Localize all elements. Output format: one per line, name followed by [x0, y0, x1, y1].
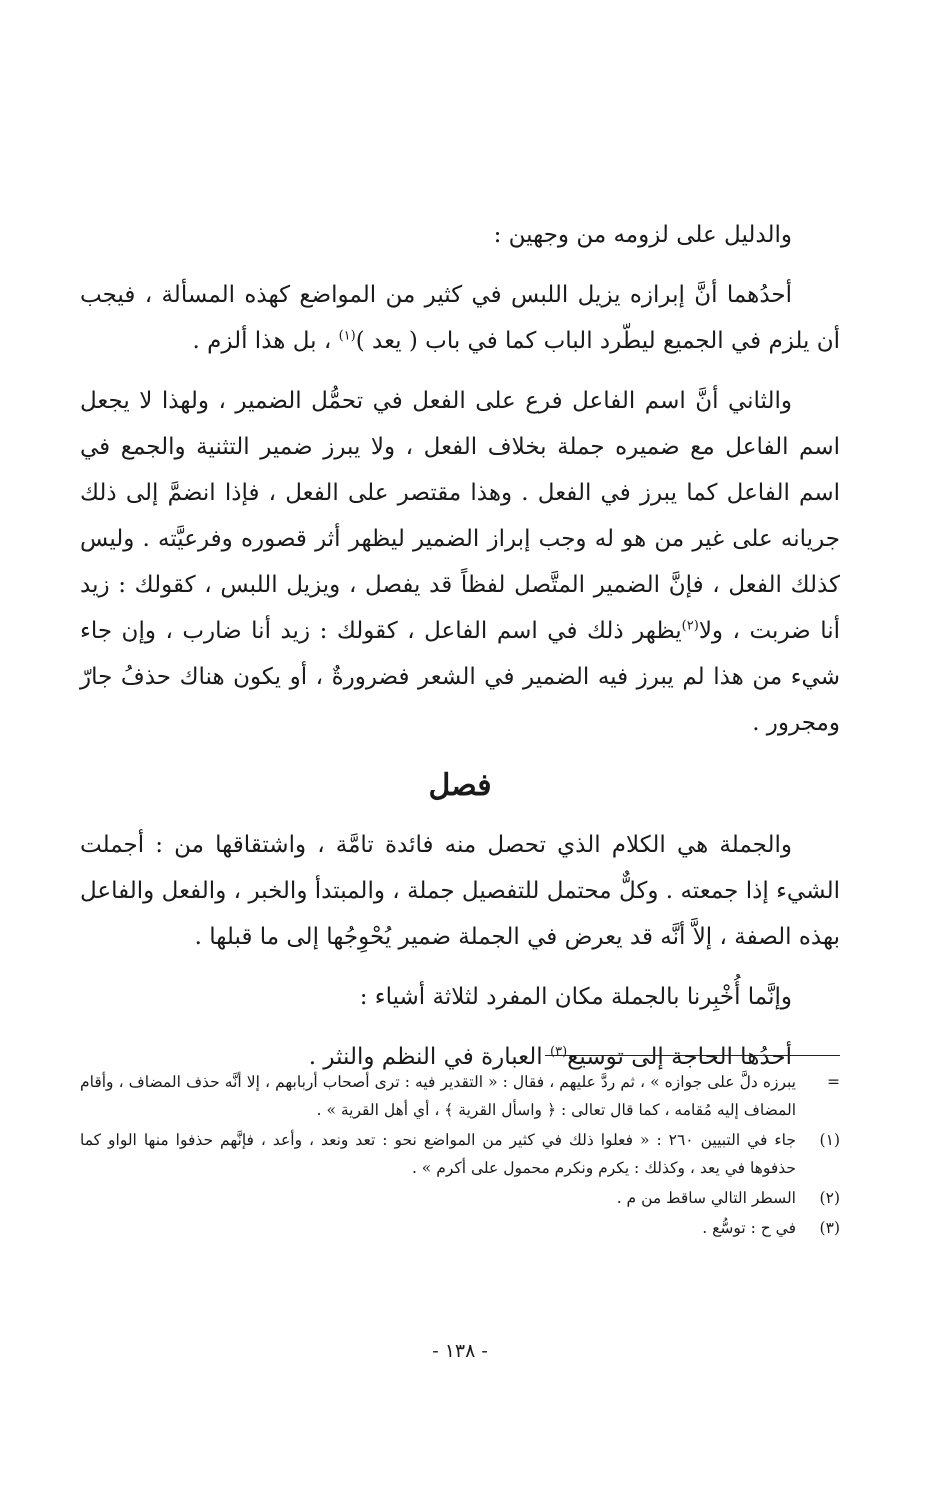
paragraph-text: وإنَّما أُخْبِرنا بالجملة مكان المفرد لثلاثة أشياء :: [359, 984, 792, 1010]
footnotes: [80, 1068, 840, 1242]
footnote: [80, 1126, 840, 1182]
document-page: [80, 0, 840, 1494]
paragraph-text: يظهر ذلك في اسم الفاعل ، كقولك : زيد أنا ضارب ، وإن جاء شيء من هذا لم يبرز فيه الضمير في الشعر فضرورةٌ ، أو يكون هناك حذفُ جارّ ومجرور .: [80, 618, 840, 736]
footnote-number: (٢): [819, 1189, 840, 1207]
footnote-text: جاء في التبيين ٢٦٠ : « فعلوا ذلك في كثير من المواضع نحو : تعد ونعد ، وأعد ، فإنَّهم حذفوا منها الواو كما حذفوها في يعد ، وكذلك : يكرم ونكرم محمول على أكرم » .: [80, 1131, 796, 1177]
paragraph-text: أحدُها الحاجة إلى توسيع: [567, 1044, 792, 1070]
paragraph: [80, 212, 840, 258]
footnote-ref: (٣): [550, 1044, 568, 1060]
paragraph-text: والثاني أنَّ اسم الفاعل فرع على الفعل في تحمُّل الضمير ، ولهذا لا يجعل اسم الفاعل مع ضميره جملة بخلاف الفعل ، ولا يبرز ضمير التثنية والجمع في اسم الفاعل كما يبرز في الفعل . وهذا مقتصر على الفعل ، فإذا انضمَّ إلى ذلك جريانه على غير من هو له وجب إبراز الضمير ليظهر أثر قصوره وفرعيَّته . وليس كذلك الفعل ، فإنَّ الضمير المتَّصل لفظاً قد يفصل ، ويزيل اللبس ، كقولك : زيد أنا ضربت ، ولا: [80, 388, 840, 644]
footnote-number: (٣): [819, 1219, 840, 1237]
footnote-separator: [545, 1055, 840, 1056]
footnote-text: السطر التالي ساقط من م .: [616, 1189, 796, 1207]
paragraph-text: ، بل هذا ألزم .: [192, 328, 332, 354]
footnote-text: يبرزه دلَّ على جوازه » ، ثم ردَّ عليهم ، فقال : « التقدير فيه : ترى أصحاب أربابهم ، إلا أنَّه حذف المضاف ، وأقام المضاف إليه مُقامه ، كما قال تعالى : ﴿ واسأل القرية ﴾ ، أي أهل القرية » .: [80, 1073, 796, 1119]
footnote-number: =: [827, 1073, 840, 1091]
footnote-ref: (٢): [681, 618, 699, 634]
paragraph-text: والجملة هي الكلام الذي تحصل منه فائدة تامَّة ، واشتقاقها من : أجملت الشيء إذا جمعته . وكلٌّ محتمل للتفصيل جملة ، والمبتدأ والخبر ، والفعل والفاعل بهذه الصفة ، إلاَّ أنَّه قد يعرض في الجملة ضمير يُحْوِجُها إلى ما قبلها .: [80, 832, 840, 950]
paragraph-text: العبارة في النظم والنثر .: [308, 1044, 543, 1070]
page-number: - ١٣٨ -: [432, 1340, 488, 1362]
footnote-ref: (١): [338, 328, 356, 344]
paragraph: [80, 974, 840, 1020]
footnote-text: في ح : توسُّع .: [702, 1219, 796, 1237]
paragraph-text: والدليل على لزومه من وجهين :: [493, 222, 792, 248]
paragraph: [80, 272, 840, 364]
section-heading: فصل: [428, 768, 492, 803]
main-text: [80, 212, 840, 1080]
paragraph: [80, 378, 840, 746]
footnote: [80, 1184, 840, 1212]
footnote: [80, 1214, 840, 1242]
footnote-number: (١): [819, 1131, 840, 1149]
footnote: [80, 1068, 840, 1124]
paragraph-text: أحدُهما أنَّ إبرازه يزيل اللبس في كثير من المواضع كهذه المسألة ، فيجب أن يلزم في الجميع ليطّرد الباب كما في باب ( يعد ): [80, 282, 840, 354]
paragraph: [80, 822, 840, 960]
